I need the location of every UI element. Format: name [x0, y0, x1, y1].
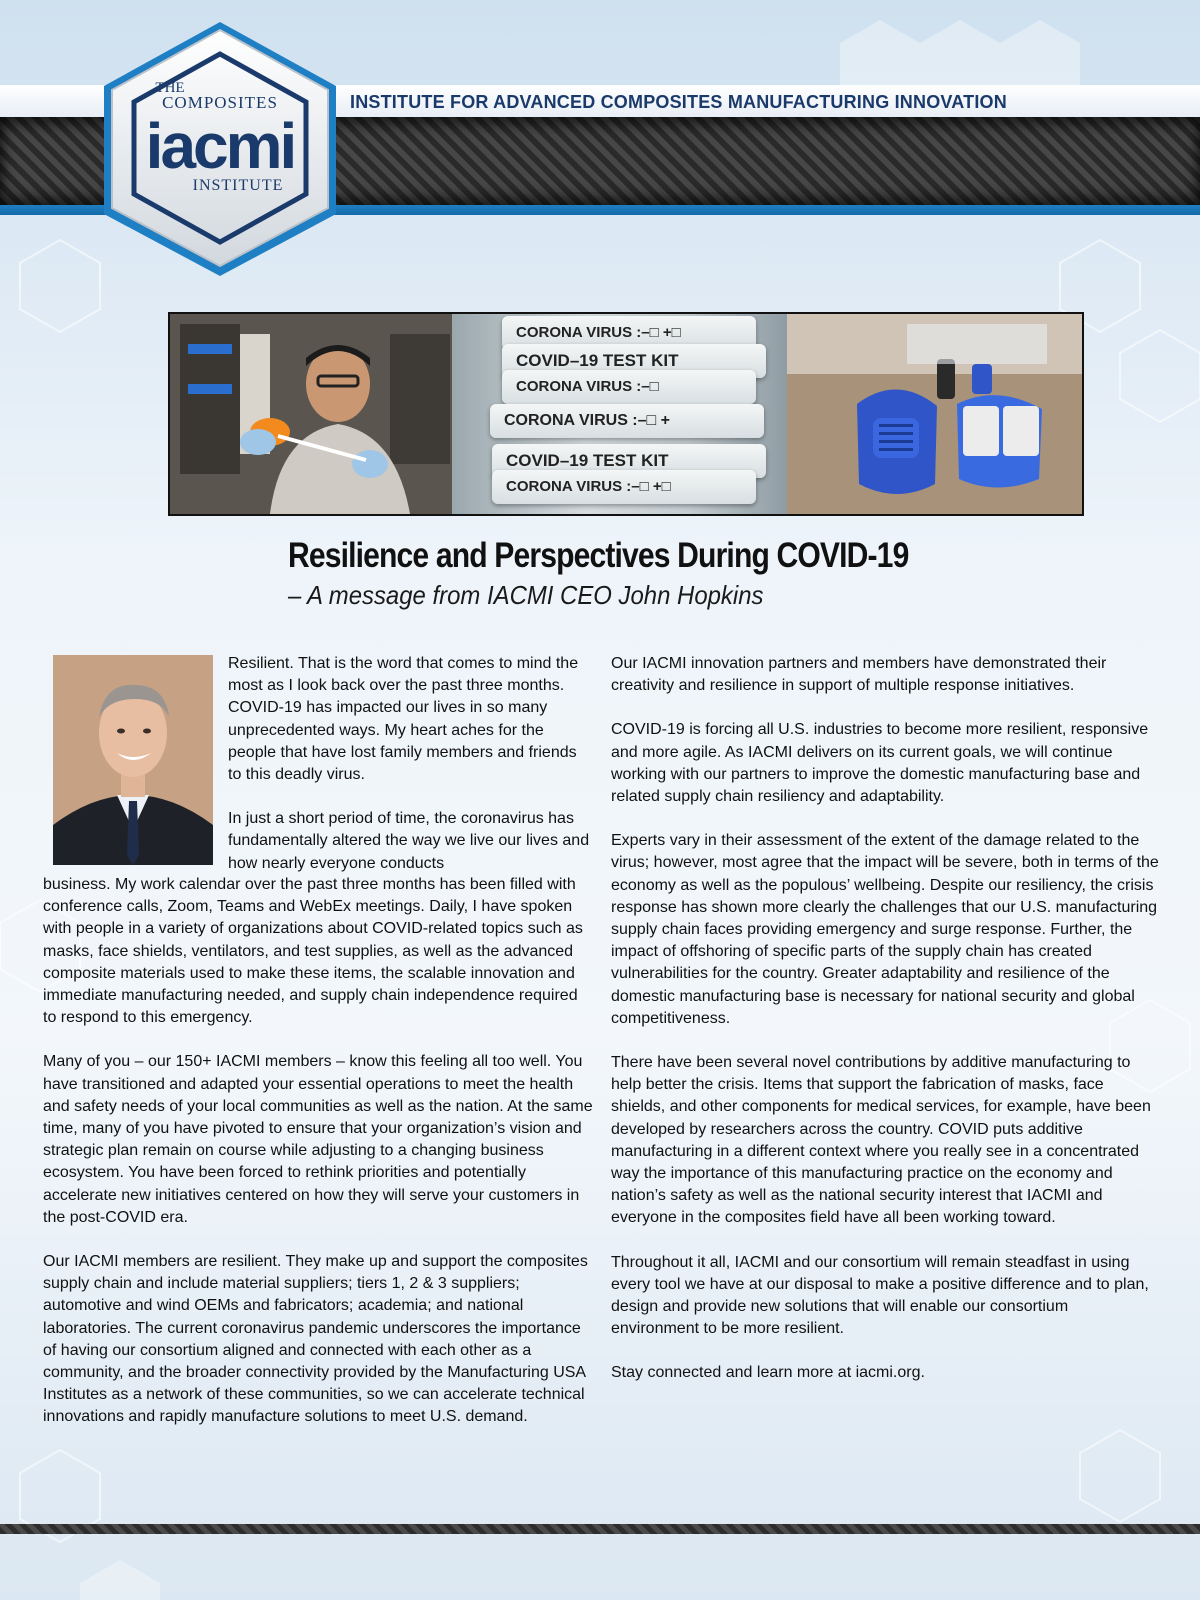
paragraph: Resilient. That is the word that comes to mind the most as I look back over the past three months. COVID-19 has impacted our lives in so many unprecedented ways. My heart aches for the people that have lost family members and friends to this deadly virus.: [228, 655, 579, 784]
paragraph: In just a short period of time, the coronavirus has fundamentally altered the way we live our lives and how nearly everyone conducts: [228, 810, 590, 872]
footer-carbon-band: [0, 1524, 1200, 1534]
test-tube-label: CORONA VIRUS :–□ +□: [502, 316, 756, 350]
logo-text-iacmi: iacmi: [145, 110, 295, 182]
test-tube-label: CORONA VIRUS :–□ +: [490, 404, 764, 438]
article-left-intro: [228, 653, 590, 875]
photo-test-kits: [452, 314, 787, 514]
test-tube-label: CORONA VIRUS :–□: [502, 370, 756, 404]
paragraph: Stay connected and learn more at iacmi.org.: [611, 1364, 925, 1382]
paragraph: COVID-19 is forcing all U.S. industries to become more resilient, responsive and more agile. As IACMI delivers on its current goals, we will continue working with our partners to improve the domestic manufacturing base and related supply chain resiliency and adaptability.: [611, 721, 1149, 806]
iacmi-logo: [100, 18, 340, 278]
logo-text-institute: INSTITUTE: [192, 177, 284, 194]
test-tube-label: COVID–19 TEST KIT: [492, 444, 766, 478]
paragraph: business. My work calendar over the past three months has been filled with conference calls, Zoom, Teams and WebEx meetings. Daily, I have spoken with people in a variety of organizations about COVID-related topics such as masks, face shields, ventilators, and test supplies, as well as the advanced composite materials used to make these items, the scalable innovation and immediate manufacturing needed, and supply chain independence required to respond to this emergency.: [43, 876, 583, 1027]
logo-text-the: THE: [155, 80, 185, 96]
test-tube-label: COVID–19 TEST KIT: [502, 344, 766, 378]
paragraph: There have been several novel contributions by additive manufacturing to help better the crisis. Items that support the fabrication of masks, face shields, and other components for medical services, for example, have been developed by researchers across the country. COVID puts additive manufacturing in a different context where you really see in a concentrated way the importance of this manufacturing practice on the economy and nation’s safety as well as the national security interest that IACMI and everyone in the composites field have all been working toward.: [611, 1054, 1151, 1227]
article-right-column: [611, 653, 1159, 1407]
photo-printed-masks: [787, 314, 1082, 514]
paragraph: Throughout it all, IACMI and our consortium will remain steadfast in using every tool we have at our disposal to make a positive difference and to plan, design and provide new solutions that will enable our consortium environment to be more resilient.: [611, 1253, 1149, 1338]
photo-banner: [168, 312, 1084, 516]
ceo-portrait: [53, 655, 213, 865]
logo-text-composites: COMPOSITES: [162, 93, 278, 112]
test-tube-label: CORONA VIRUS :–□ +□: [492, 470, 756, 504]
article-title: Resilience and Perspectives During COVID-19: [288, 536, 909, 575]
paragraph: Many of you – our 150+ IACMI members – know this feeling all too well. You have transitioned and adapted your essential operations to meet the health and safety needs of your local communities as well as the nation. At the same time, many of you have pivoted to ensure that your organization’s vision and strategic plan remain on course while adjusting to a changing business ecosystem. You have been forced to rethink priorities and potentially accelerate new initiatives centered on how they will serve your customers in the post-COVID era.: [43, 1053, 593, 1226]
paragraph: Experts vary in their assessment of the extent of the damage related to the virus; however, most agree that the impact will be severe, both in terms of the economy as well as the populous’ wellbeing. Despite our resiliency, the crisis response has shown more clearly the challenges that our U.S. manufacturing supply chain faces providing emergency and surge response. Further, the impact of offshoring of specific parts of the supply chain has created vulnerabilities for the country. Greater adaptability and resilience of the domestic manufacturing base is necessary for national security and global competitiveness.: [611, 832, 1159, 1027]
photo-technician: [170, 314, 452, 514]
paragraph: Our IACMI members are resilient. They make up and support the composites supply chain and include material suppliers; tiers 1, 2 & 3 suppliers; automotive and wind OEMs and fabricators; academia; and national laboratories. The current coronavirus pandemic underscores the importance of having our consortium aligned and connected with each other as a community, and the broader connectivity provided by the Manufacturing USA Institutes as a network of these communities, so we can accelerate technical innovations and rapidly manufacture solutions to meet U.S. demand.: [43, 1253, 588, 1426]
paragraph: Our IACMI innovation partners and members have demonstrated their creativity and resilience in support of multiple response initiatives.: [611, 655, 1107, 695]
header-org-name: INSTITUTE FOR ADVANCED COMPOSITES MANUFACTURING INNOVATION: [350, 92, 1007, 112]
article-subtitle: – A message from IACMI CEO John Hopkins: [288, 580, 764, 610]
article-left-column: [43, 874, 593, 1451]
